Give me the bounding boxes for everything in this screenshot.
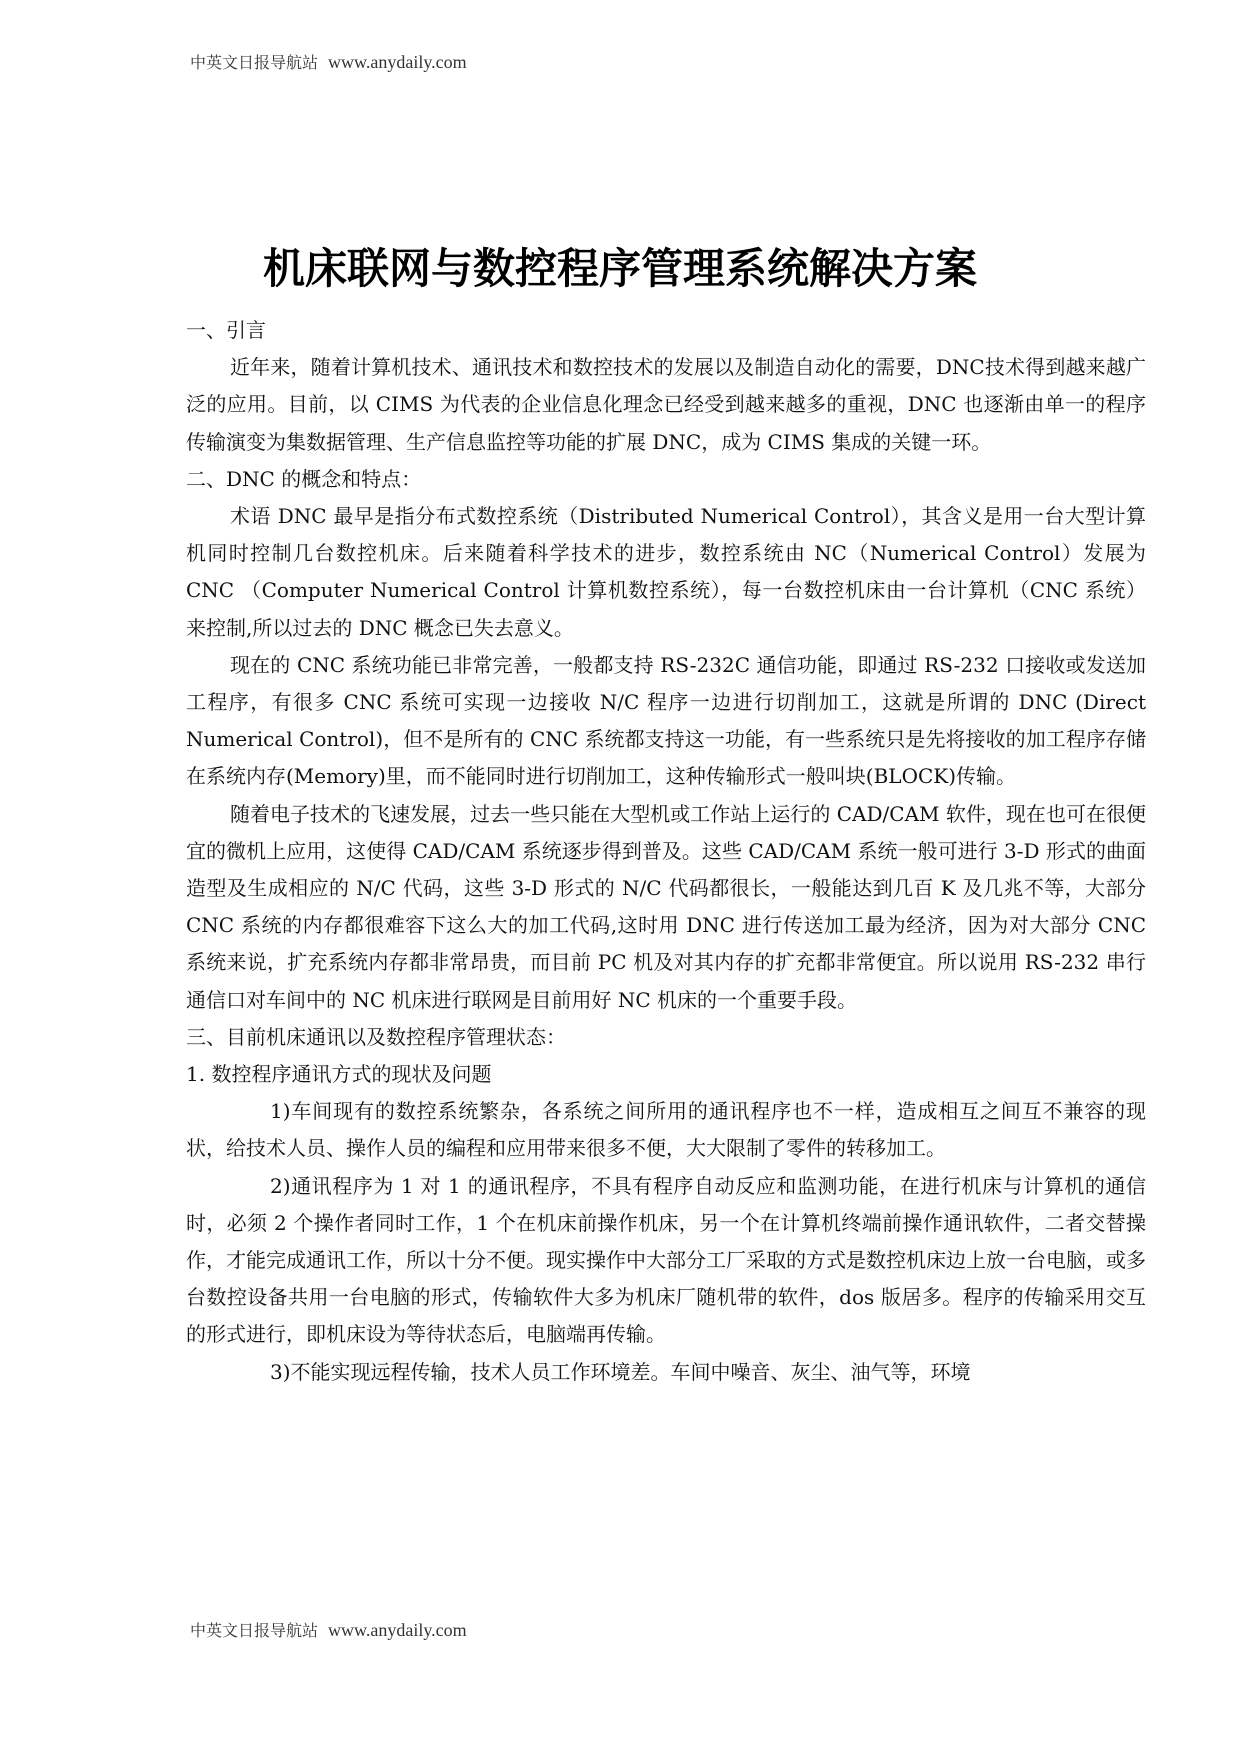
list-item-one-to-one: 2)通讯程序为 1 对 1 的通讯程序，不具有程序自动反应和监测功能，在进行机床与计算机的通信时，必须 2 个操作者同时工作，1 个在机床前操作机床，另一个在计算机终端前操作通讯软件，二者交替操作，才能完成通讯工作，所以十分不便。现实操作中大部分工厂采取的方式是数控机床边上放一台电脑，或多台数控设备共用一台电脑的形式，传输软件大多为机床厂随机带的软件，dos 版居多。程序的传输采用交互的形式进行，即机床设为等待状态后，电脑端再传输。 <box>186 1173 1146 1347</box>
page-footer <box>190 1618 467 1641</box>
list-item-remote-transfer: 3)不能实现远程传输，技术人员工作环境差。车间中噪音、灰尘、油气等，环境 <box>270 1359 971 1384</box>
section-heading-current-status: 三、目前机床通讯以及数控程序管理状态： <box>186 1024 566 1049</box>
paragraph-dnc-definition: 术语 DNC 最早是指分布式数控系统（Distributed Numerical Control），其含义是用一台大型计算机同时控制几台数控机床。后来随着科学技术的进步，数控系统由 NC（Numerical Control）发展为 CNC （Computer Numerical Control 计算机数控系统），每一台数控机床由一台计算机（CNC 系统）来控制,所以过去的 DNC 概念已失去意义。 <box>186 504 1146 640</box>
footer-site-name: 中英文日报导航站 <box>190 1621 319 1640</box>
header-site-name: 中英文日报导航站 <box>190 53 319 72</box>
list-item-incompatibility: 1)车间现有的数控系统繁杂，各系统之间所用的通讯程序也不一样，造成相互之间互不兼容的现状，给技术人员、操作人员的编程和应用带来很多不便，大大限制了零件的转移加工。 <box>186 1099 1146 1161</box>
section-heading-dnc-concept: 二、DNC 的概念和特点： <box>186 466 422 491</box>
subsection-heading-communication-status: 1. 数控程序通讯方式的现状及问题 <box>186 1062 492 1087</box>
page-header <box>190 50 467 73</box>
paragraph-cnc-communication: 现在的 CNC 系统功能已非常完善，一般都支持 RS-232C 通信功能，即通过 RS-232 口接收或发送加工程序，有很多 CNC 系统可实现一边接收 N/C 程序一边进行切削加工，这就是所谓的 DNC (Direct Numerical Control)，但不是所有的 CNC 系统都支持这一功能，有一些系统只是先将接收的加工程序存储在系统内存(Memory)里，而不能同时进行切削加工，这种传输形式一般叫块(BLOCK)传输。 <box>186 652 1146 789</box>
paragraph-cad-cam: 随着电子技术的飞速发展，过去一些只能在大型机或工作站上运行的 CAD/CAM 软件，现在也可在很便宜的微机上应用，这使得 CAD/CAM 系统逐步得到普及。这些 CAD/CAM 系统一般可进行 3-D 形式的曲面造型及生成相应的 N/C 代码，这些 3-D 形式的 N/C 代码都很长，一般能达到几百 K 及几兆不等，大部分 CNC 系统的内存都很难容下这么大的加工代码,这时用 DNC 进行传送加工最为经济，因为对大部分 CNC 系统来说，扩充系统内存都非常昂贵，而目前 PC 机及对其内存的扩充都非常便宜。所以说用 RS-232 串行通信口对车间中的 NC 机床进行联网是目前用好 NC 机床的一个重要手段。 <box>186 801 1146 1012</box>
section-heading-introduction: 一、引言 <box>186 318 266 342</box>
footer-site-url[interactable]: www.anydaily.com <box>328 1620 467 1640</box>
document-title: 机床联网与数控程序管理系统解决方案 <box>262 244 977 293</box>
document-body <box>186 312 1146 1391</box>
paragraph-introduction: 近年来，随着计算机技术、通讯技术和数控技术的发展以及制造自动化的需要，DNC技术得到越来越广泛的应用。目前，以 CIMS 为代表的企业信息化理念已经受到越来越多的重视，DNC 也逐渐由单一的程序传输演变为集数据管理、生产信息监控等功能的扩展 DNC，成为 CIMS 集成的关键一环。 <box>186 355 1146 454</box>
header-site-url[interactable]: www.anydaily.com <box>328 52 467 72</box>
